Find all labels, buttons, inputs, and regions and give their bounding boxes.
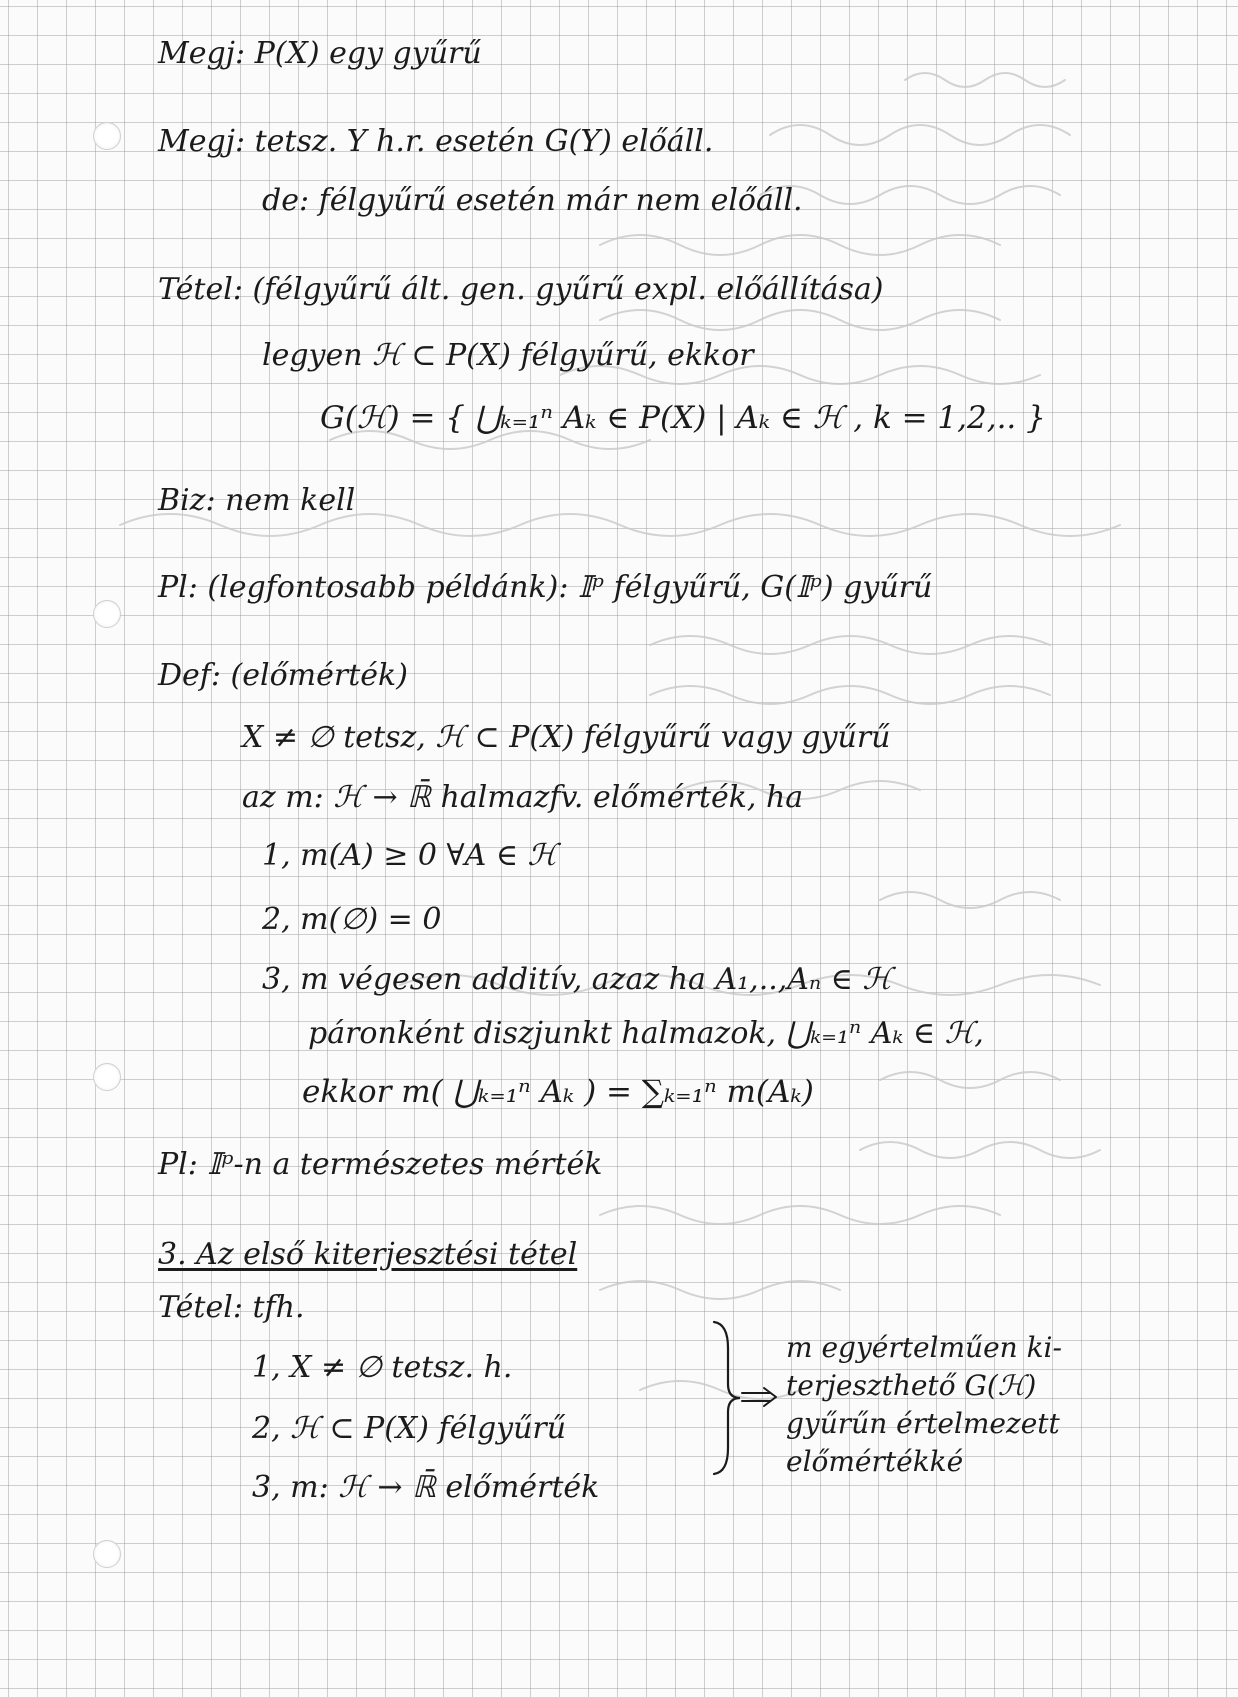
note-line-cond-3-disjoint: páronként diszjunkt halmazok, ⋃ₖ₌₁ⁿ Aₖ ∈ ℋ, xyxy=(308,1016,984,1051)
note-line-def-setup: X ≠ ∅ tetsz, ℋ ⊂ P(X) félgyűrű vagy gyűrű xyxy=(242,720,891,755)
note-line-proof: Biz: nem kell xyxy=(158,483,356,518)
note-line-assumption-3: 3, m: ℋ → ℝ̄ előmérték xyxy=(252,1470,600,1505)
note-line-megj-ring: Megj: P(X) egy gyűrű xyxy=(158,36,482,71)
note-line-assumption-1: 1, X ≠ ∅ tetsz. h. xyxy=(252,1350,513,1385)
punch-hole-1 xyxy=(93,122,121,150)
note-line-generated-ring-formula: G(ℋ) = { ⋃ₖ₌₁ⁿ Aₖ ∈ P(X) | Aₖ ∈ ℋ , k = 1,2,.. } xyxy=(320,400,1046,436)
conclusion-line-3: gyűrűn értelmezett xyxy=(786,1407,1060,1440)
note-line-assumption-2: 2, ℋ ⊂ P(X) félgyűrű xyxy=(252,1411,567,1446)
conclusion-line-4: előmértékké xyxy=(786,1445,964,1478)
note-line-let-semiring: legyen ℋ ⊂ P(X) félgyűrű, ekkor xyxy=(262,338,754,373)
implies-arrow-icon xyxy=(740,1386,780,1408)
note-line-example-natural-measure: Pl: 𝕀ᵖ-n a természetes mérték xyxy=(158,1147,603,1182)
note-line-megj-generated: Megj: tetsz. Y h.r. esetén G(Y) előáll. xyxy=(158,124,714,159)
note-line-theorem-heading: Tétel: (félgyűrű ált. gen. gyűrű expl. előállítása) xyxy=(158,272,884,307)
conclusion-line-2: terjeszthető G(ℋ) xyxy=(786,1369,1037,1402)
section-heading-first-extension: 3. Az első kiterjesztési tétel xyxy=(158,1237,578,1272)
note-line-cond-3-additivity: ekkor m( ⋃ₖ₌₁ⁿ Aₖ ) = ∑ₖ₌₁ⁿ m(Aₖ) xyxy=(302,1074,814,1110)
conclusion-line-1: m egyértelműen ki- xyxy=(786,1331,1062,1364)
note-line-theorem-assume: Tétel: tfh. xyxy=(158,1290,305,1325)
note-line-cond-2: 2, m(∅) = 0 xyxy=(262,902,442,937)
right-brace-implies xyxy=(710,1318,744,1478)
punch-hole-3 xyxy=(93,1063,121,1091)
note-line-def-function: az m: ℋ → ℝ̄ halmazfv. előmérték, ha xyxy=(242,780,804,815)
note-line-example-interval: Pl: (legfontosabb példánk): 𝕀ᵖ félgyűrű, G(𝕀ᵖ) gyűrű xyxy=(158,570,933,605)
punch-hole-4 xyxy=(93,1540,121,1568)
punch-hole-2 xyxy=(93,600,121,628)
note-line-cond-1: 1, m(A) ≥ 0 ∀A ∈ ℋ xyxy=(262,838,558,873)
note-line-cond-3: 3, m végesen additív, azaz ha A₁,..,Aₙ ∈ ℋ xyxy=(262,962,893,997)
note-line-definition-premeasure: Def: (előmérték) xyxy=(158,658,408,693)
note-line-semiring-remark: de: félgyűrű esetén már nem előáll. xyxy=(262,183,803,218)
